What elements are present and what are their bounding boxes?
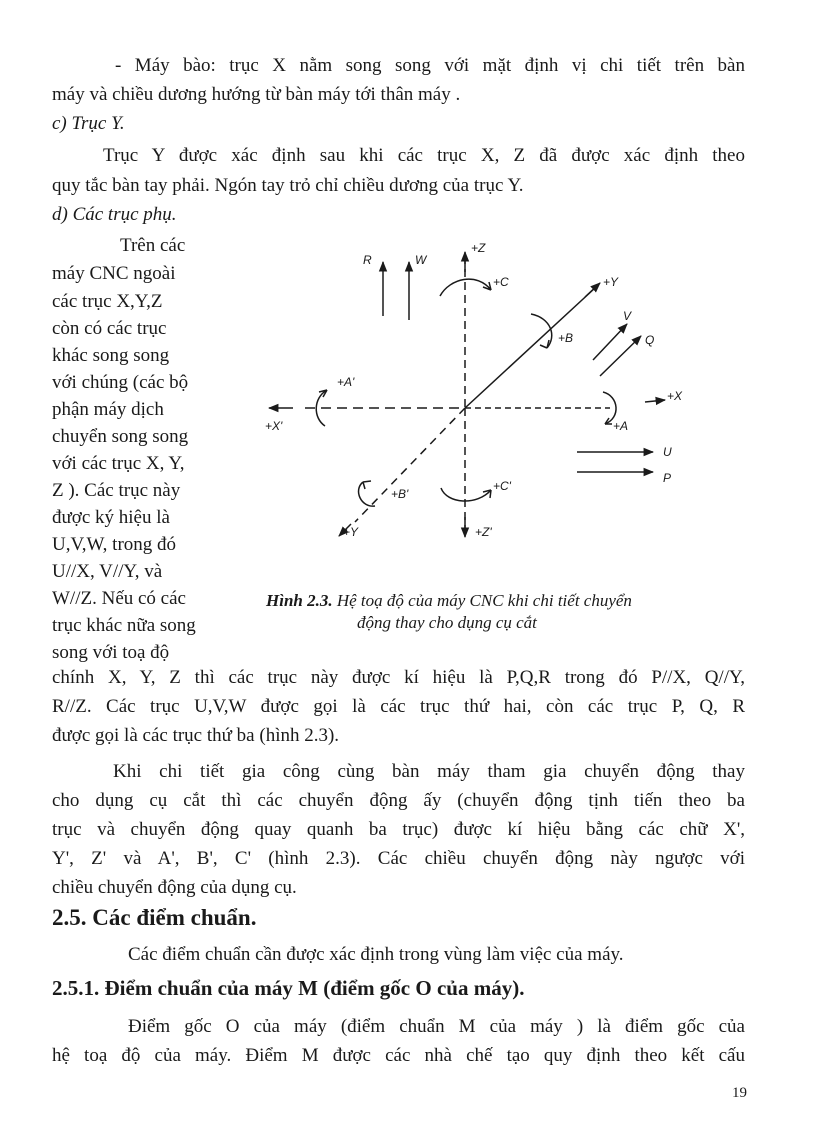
label-plus-c: +C xyxy=(493,275,509,289)
label-plus-y-prime: +Y xyxy=(343,525,359,539)
figure-label: Hình 2.3. xyxy=(266,591,333,610)
paragraph-line: Y', Z' và A', B', C' (hình 2.3). Các chiều chuyển động này ngược với xyxy=(52,848,745,869)
page-number: 19 xyxy=(732,1085,747,1101)
label-p: P xyxy=(663,471,672,485)
paragraph-line: máy và chiều dương hướng từ bàn máy tới thân máy . xyxy=(52,84,461,105)
figure-caption xyxy=(266,592,632,609)
column-line: phận máy dịch xyxy=(52,399,164,420)
paragraph-line: R//Z. Các trục U,V,W được gọi là các trục thứ hai, còn các trục P, Q, R xyxy=(52,696,745,717)
label-plus-c-prime: +C' xyxy=(493,479,511,493)
column-line: các trục X,Y,Z xyxy=(52,291,163,312)
label-plus-z-prime: +Z' xyxy=(475,525,492,539)
paragraph-line: Khi chi tiết gia công cùng bàn máy tham gia chuyển động thay xyxy=(113,761,745,782)
x-arrow xyxy=(645,400,665,402)
figure-caption-text: Hệ toạ độ của máy CNC khi chi tiết chuyển xyxy=(336,591,632,610)
paragraph-line: Điểm gốc O của máy (điểm chuẩn M của máy ) là điểm gốc của xyxy=(128,1016,745,1037)
column-line: trục khác nữa song xyxy=(52,615,196,636)
figure-caption-line2: động thay cho dụng cụ cắt xyxy=(357,613,537,632)
label-plus-b-prime: +B' xyxy=(391,487,409,501)
section-heading: 2.5. Các điểm chuẩn. xyxy=(52,905,257,930)
c-prime-rotation-arc xyxy=(441,488,491,501)
b-prime-arc-head xyxy=(363,481,371,489)
paragraph-line: được gọi là các trục thứ ba (hình 2.3). xyxy=(52,725,340,746)
q-arrow xyxy=(600,336,641,376)
b-arc-head xyxy=(540,340,549,348)
column-line: Z ). Các trục này xyxy=(52,480,181,501)
paragraph-line: cho dụng cụ cắt thì các chuyển động ấy (chuyển động tịnh tiến theo ba xyxy=(52,790,745,811)
paragraph-line: chiều chuyển động của dụng cụ. xyxy=(52,877,297,898)
column-line: máy CNC ngoài xyxy=(52,263,176,284)
subsection-title: c) Trục Y. xyxy=(52,113,125,134)
b-prime-rotation-arc xyxy=(359,482,375,506)
paragraph-line: Các điểm chuẩn cần được xác định trong vùng làm việc của máy. xyxy=(128,944,624,965)
paragraph-line: Trục Y được xác định sau khi các trục X, Z đã được xác định theo xyxy=(103,145,745,166)
label-r: R xyxy=(363,253,372,267)
label-plus-b: +B xyxy=(558,331,574,345)
column-line: chuyển song song xyxy=(52,426,189,447)
column-line: song với toạ độ xyxy=(52,642,170,663)
y-axis-line xyxy=(465,288,595,408)
column-line: U,V,W, trong đó xyxy=(52,534,177,555)
label-plus-a: +A xyxy=(613,419,629,433)
column-line: Trên các xyxy=(120,235,186,256)
column-line: với chúng (các bộ xyxy=(52,372,189,393)
label-v: V xyxy=(623,309,632,323)
paragraph-line: chính X, Y, Z thì các trục này được kí hiệu là P,Q,R trong đó P//X, Q//Y, xyxy=(52,667,745,688)
paragraph-line: - Máy bào: trục X nằm song song với mặt định vị chi tiết trên bàn xyxy=(115,55,745,76)
label-u: U xyxy=(663,445,672,459)
column-line: W//Z. Nếu có các xyxy=(52,588,186,609)
paragraph-line: trục và chuyển động quay quanh ba trục) được kí hiệu bằng các chữ X', xyxy=(52,819,745,840)
y-arrow xyxy=(585,283,600,297)
column-line: còn có các trục xyxy=(52,318,167,339)
y-prime-axis-line xyxy=(355,408,465,522)
label-w: W xyxy=(415,253,427,267)
label-q: Q xyxy=(645,333,655,347)
label-plus-z: +Z xyxy=(471,241,486,255)
label-plus-x: +X xyxy=(667,389,683,403)
column-line: U//X, V//Y, và xyxy=(52,561,163,582)
column-line: với các trục X, Y, xyxy=(52,453,185,474)
column-line: khác song song xyxy=(52,345,170,366)
paragraph-line: quy tắc bàn tay phải. Ngón tay trỏ chỉ chiều dương của trục Y. xyxy=(52,175,524,196)
paragraph-line: hệ toạ độ của máy. Điểm M được các nhà chế tạo quy định theo kết cấu xyxy=(52,1045,745,1066)
column-line: được ký hiệu là xyxy=(52,507,170,528)
label-plus-x-prime: +X' xyxy=(265,419,283,433)
cnc-coordinate-diagram xyxy=(255,232,705,562)
label-plus-a-prime: +A' xyxy=(337,375,355,389)
subsection-heading: 2.5.1. Điểm chuẩn của máy M (điểm gốc O của máy). xyxy=(52,976,525,1000)
subsection-title: d) Các trục phụ. xyxy=(52,204,177,225)
label-plus-y: +Y xyxy=(603,275,619,289)
